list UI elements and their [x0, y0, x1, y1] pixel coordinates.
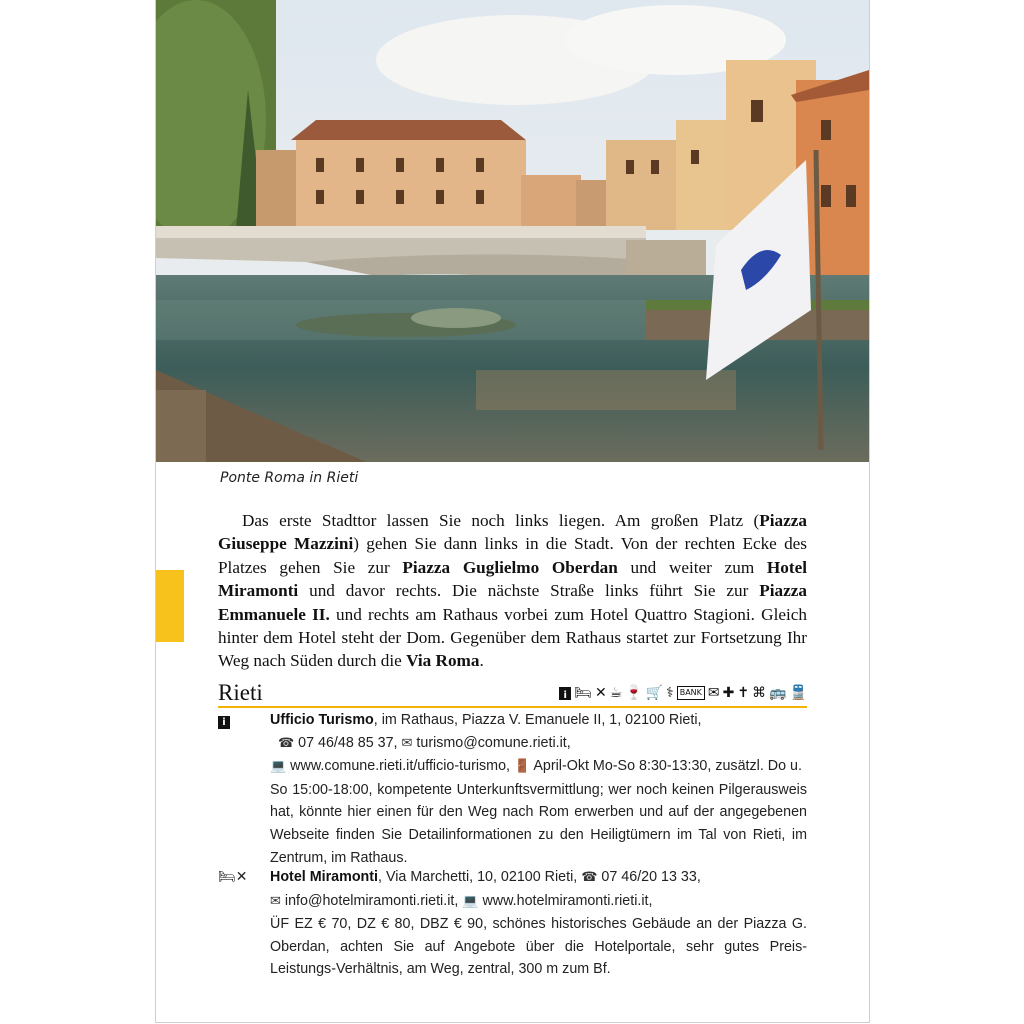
place-name: Hotel Miramonti [218, 557, 807, 601]
phone-icon: ☎ [581, 870, 598, 885]
shopping-cart-icon: 🛒 [645, 685, 664, 701]
bus-icon: 🚌 [769, 685, 787, 701]
cutlery-icon: ✕ [594, 685, 607, 701]
attraction-icon: ⌘ [752, 685, 767, 701]
text-run: und davor rechts. Die nächste Straße links führt Sie zur [298, 581, 760, 601]
entry-description: So 15:00-18:00, kompetente Unterkunftsvermittlung; wer noch keinen Pilgerausweis hat, könnte hier einen für den Weg nach Rom erwerben und auf der angegebenen Webseite finden Sie Detailinformationen zu den Heiligtümern im Tal von Rieti, im Zentrum, im Rathaus. [270, 781, 807, 866]
web-icon: 💻 [462, 893, 479, 909]
photo-ponte-roma [156, 0, 869, 462]
wine-glass-icon: 🍷 [625, 685, 643, 701]
place-name: Piazza Giuseppe Mazzini [218, 511, 807, 554]
entry-hours: April-Okt Mo-So 8:30-13:30, zusätzl. Do u. [533, 758, 802, 775]
section-rule [218, 706, 807, 708]
text-run: . [479, 651, 484, 671]
email-icon: ✉ [401, 735, 413, 751]
bed-icon: 🛏 [574, 685, 592, 701]
entry-email: turismo@comune.rieti.it, [416, 734, 571, 751]
entry-web: www.comune.rieti.it/ufficio-turismo, [290, 758, 510, 775]
guidebook-page [155, 0, 870, 1023]
text-run: Das erste Stadttor lassen Sie noch links liegen. Am großen Platz ( [242, 511, 760, 530]
bed-cutlery-icon: 🛏✕ [218, 869, 248, 885]
email-icon: ✉ [270, 893, 281, 909]
entry-web: www.hotelmiramonti.rieti.it, [482, 892, 653, 909]
church-icon: ✝ [737, 685, 750, 701]
entry-hotel-miramonti [218, 866, 807, 981]
entry-address: , Via Marchetti, 10, 02100 Rieti, [378, 869, 578, 885]
web-icon: 💻 [270, 759, 287, 775]
phone-icon: ☎ [277, 735, 295, 751]
info-icon: i [218, 709, 230, 732]
entry-phone: 07 46/48 85 37, [298, 734, 398, 751]
hospital-icon: ✚ [722, 685, 735, 701]
entry-name: Ufficio Turismo [270, 712, 374, 728]
post-icon: ✉ [707, 685, 720, 701]
bank-icon: BANK [677, 686, 705, 700]
text-run: und rechts am Rathaus vorbei zum Hotel Quattro Stagioni. Gleich hinter dem Hotel steht der Dom. Gegenüber dem Rathaus startet zur Fortsetzung Ihr Weg nach Süden durch die [218, 604, 807, 671]
text-run: ) gehen Sie dann links in die Stadt. Von der rechten Ecke des Platzes gehen Sie zur [218, 534, 807, 577]
entry-description: ÜF EZ € 70, DZ € 80, DBZ € 90, schönes historisches Gebäude an der Piazza G. Oberdan, achten Sie auf Angebote über die Hotelportale, sehr gutes Preis-Leistungs-Verhältnis, am Weg, zentral, 300 m zum Bf. [270, 916, 807, 978]
entry-address: , im Rathaus, Piazza V. Emanuele II, 1, 02100 Rieti, [373, 712, 702, 728]
entry-phone: 07 46/20 13 33, [601, 869, 701, 885]
coffee-icon: ☕ [609, 685, 623, 701]
info-icon: i [559, 684, 571, 702]
train-icon: 🚆 [789, 685, 807, 701]
chapter-tab-marker [156, 570, 184, 642]
place-name: Via Roma [406, 651, 480, 671]
entry-email: info@hotelmiramonti.rieti.it, [284, 892, 459, 909]
place-name: Piazza Emmanuele II. [218, 581, 807, 624]
section-title: Rieti [218, 680, 263, 705]
door-icon: 🚪 [513, 759, 531, 775]
place-name: Piazza Guglielmo Oberdan [402, 557, 618, 577]
photo-caption: Ponte Roma in Rieti [220, 470, 359, 486]
pharmacy-icon: ⚕ [666, 685, 674, 701]
entry-name: Hotel Miramonti [270, 869, 379, 885]
section-icon-legend [559, 684, 807, 702]
text-run: und weiter zum [617, 557, 767, 577]
route-description [218, 509, 807, 673]
entry-ufficio-turismo [218, 709, 807, 869]
